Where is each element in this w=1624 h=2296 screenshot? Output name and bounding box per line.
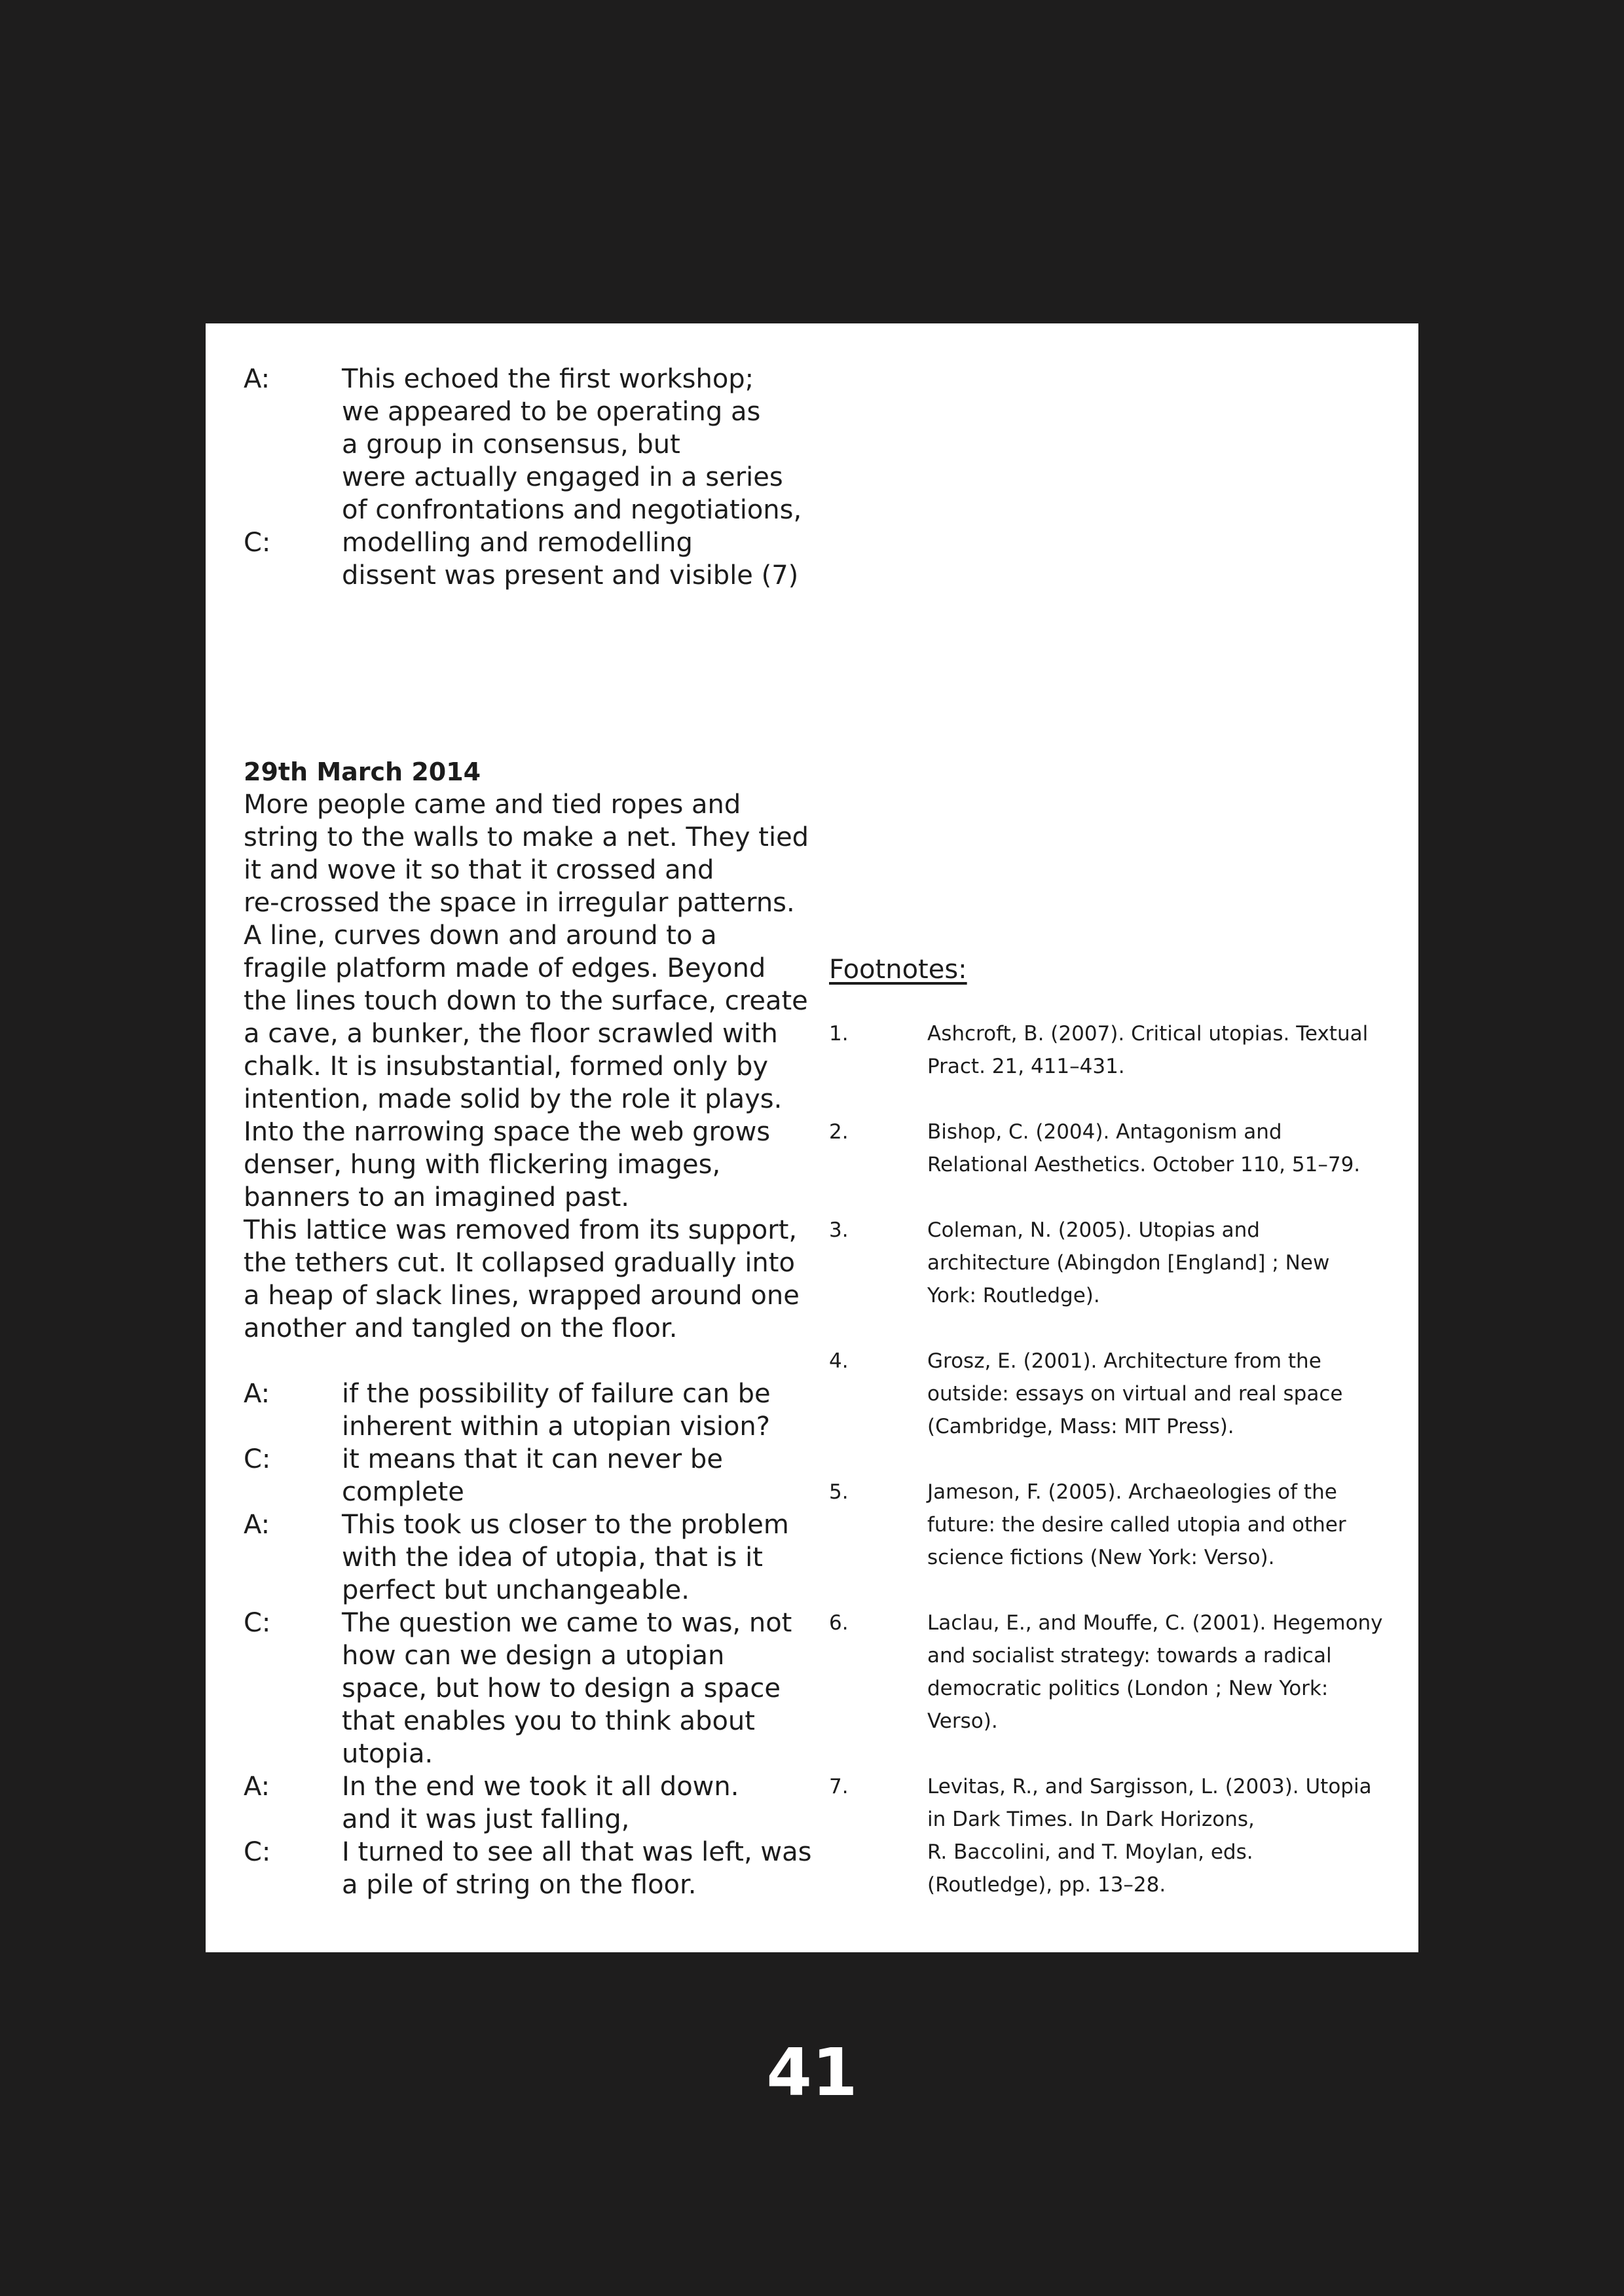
footnote-text [927,1214,1392,1312]
footnote-number: 2. [829,1120,849,1144]
text-line: Verso). [927,1709,998,1733]
footnote-number: 7. [829,1775,849,1798]
text-line: Laclau, E., and Mouffe, C. (2001). Hegemony [927,1611,1383,1635]
text-line: and socialist strategy: towards a radical [927,1644,1332,1667]
text-line: (Cambridge, Mass: MIT Press). [927,1415,1234,1438]
text-line: Ashcroft, B. (2007). Critical utopias. Textual [927,1022,1369,1046]
dialogue-turn [244,1607,820,1770]
text-line: utopia. [342,1739,434,1769]
text-line: I turned to see all that was left, was [342,1837,812,1867]
footnote-item [829,1476,1392,1574]
text-line: how can we design a utopian [342,1641,725,1671]
text-line: were actually engaged in a series [342,462,783,492]
text-line: Coleman, N. (2005). Utopias and [927,1218,1260,1242]
text-line: the lines touch down to the surface, create [244,986,808,1016]
text-line: (Routledge), pp. 13–28. [927,1873,1166,1897]
dialogue-turn [244,363,820,526]
footnote-text [927,1017,1392,1083]
text-line: with the idea of utopia, that is it [342,1542,763,1573]
text-line: A line, curves down and around to a [244,920,717,951]
dialogue-text [342,1443,820,1508]
footnote-number: 6. [829,1611,849,1635]
text-line: a cave, a bunker, the floor scrawled with [244,1019,778,1049]
page-number: 41 [766,2034,858,2111]
text-line: a group in consensus, but [342,429,680,460]
text-line: This echoed the first workshop; [342,364,754,394]
dialogue-text [342,1836,820,1901]
entry-paragraph-2 [244,1214,820,1345]
footnote-item [829,1607,1392,1738]
text-line: a heap of slack lines, wrapped around one [244,1281,800,1311]
text-line: we appeared to be operating as [342,397,761,427]
text-line: that enables you to think about [342,1706,755,1736]
text-line: in Dark Times. In Dark Horizons, [927,1808,1255,1831]
text-line: Levitas, R., and Sargisson, L. (2003). Utopia [927,1775,1372,1798]
text-line: another and tangled on the floor. [244,1313,678,1343]
speaker-label: C: [244,1608,271,1638]
text-line: Bishop, C. (2004). Antagonism and [927,1120,1282,1144]
dialogue-text [342,1607,820,1770]
page-sheet [206,323,1418,1952]
text-line: it means that it can never be [342,1444,723,1474]
text-line: re-crossed the space in irregular patterns. [244,888,795,918]
text-line: of confrontations and negotiations, [342,495,802,525]
footnote-item [829,1345,1392,1443]
text-line: Pract. 21, 411–431. [927,1055,1125,1078]
speaker-label: A: [244,364,270,394]
footnote-number: 3. [829,1218,849,1242]
dialogue-bottom [244,1377,820,1901]
footnote-number: 5. [829,1480,849,1504]
text-line: denser, hung with flickering images, [244,1150,721,1180]
text-line: The question we came to was, not [342,1608,792,1638]
text-line: In the end we took it all down. [342,1772,739,1802]
speaker-label: C: [244,1837,271,1867]
dialogue-turn [244,1443,820,1508]
dialogue-top [244,363,820,592]
footnotes-list [829,1017,1392,1901]
dialogue-text [342,363,820,526]
text-line: Into the narrowing space the web grows [244,1117,771,1147]
text-line: the tethers cut. It collapsed gradually into [244,1248,795,1278]
footnote-item [829,1770,1392,1901]
text-line: Grosz, E. (2001). Architecture from the [927,1349,1321,1373]
text-line: This took us closer to the problem [342,1510,789,1540]
dialogue-text [342,1770,820,1836]
text-line: space, but how to design a space [342,1673,781,1704]
dialogue-text [342,1508,820,1607]
text-line: outside: essays on virtual and real space [927,1382,1343,1406]
text-line: future: the desire called utopia and other [927,1513,1346,1537]
text-line: chalk. It is insubstantial, formed only by [244,1051,769,1082]
footnote-number: 1. [829,1022,849,1046]
footnote-item [829,1017,1392,1083]
text-line: and it was just falling, [342,1804,630,1834]
dialogue-text [342,1377,820,1443]
text-line: R. Baccolini, and T. Moylan, eds. [927,1840,1253,1864]
text-line: York: Routledge). [927,1284,1100,1307]
text-line: Relational Aesthetics. October 110, 51–79. [927,1153,1361,1176]
footnote-item [829,1214,1392,1312]
speaker-label: A: [244,1510,270,1540]
dialogue-text [342,526,820,592]
dialogue-turn [244,1836,820,1901]
entry-date-heading: 29th March 2014 [244,757,481,786]
speaker-label: C: [244,1444,271,1474]
footnote-text [927,1770,1392,1901]
dialogue-turn [244,526,820,592]
footnote-text [927,1116,1392,1181]
text-line: string to the walls to make a net. They tied [244,822,809,852]
text-line: democratic politics (London ; New York: [927,1677,1329,1700]
text-line: if the possibility of failure can be [342,1379,771,1409]
text-line: architecture (Abingdon [England] ; New [927,1251,1330,1275]
text-line: This lattice was removed from its support, [244,1215,798,1245]
text-line: a pile of string on the floor. [342,1870,697,1900]
text-line: science fictions (New York: Verso). [927,1546,1275,1569]
footnotes-heading: Footnotes: [829,955,967,985]
speaker-label: A: [244,1772,270,1802]
text-line: complete [342,1477,464,1507]
footnote-text [927,1607,1392,1738]
entry-paragraph-1 [244,788,820,1214]
text-line: Jameson, F. (2005). Archaeologies of the [927,1480,1337,1504]
speaker-label: C: [244,528,271,558]
text-line: fragile platform made of edges. Beyond [244,953,766,983]
text-line: it and wove it so that it crossed and [244,855,714,885]
text-line: intention, made solid by the role it plays. [244,1084,783,1114]
speaker-label: A: [244,1379,270,1409]
text-line: inherent within a utopian vision? [342,1412,771,1442]
dialogue-turn [244,1377,820,1443]
footnote-text [927,1476,1392,1574]
footnote-item [829,1116,1392,1181]
text-line: modelling and remodelling [342,528,693,558]
dialogue-turn [244,1770,820,1836]
dialogue-turn [244,1508,820,1607]
text-line: More people came and tied ropes and [244,790,741,820]
footnote-text [927,1345,1392,1443]
footnotes-column [829,953,1392,1901]
text-line: banners to an imagined past. [244,1182,629,1212]
text-line: perfect but unchangeable. [342,1575,690,1605]
left-column [244,363,820,1901]
text-line: dissent was present and visible (7) [342,560,799,591]
footnote-number: 4. [829,1349,849,1373]
